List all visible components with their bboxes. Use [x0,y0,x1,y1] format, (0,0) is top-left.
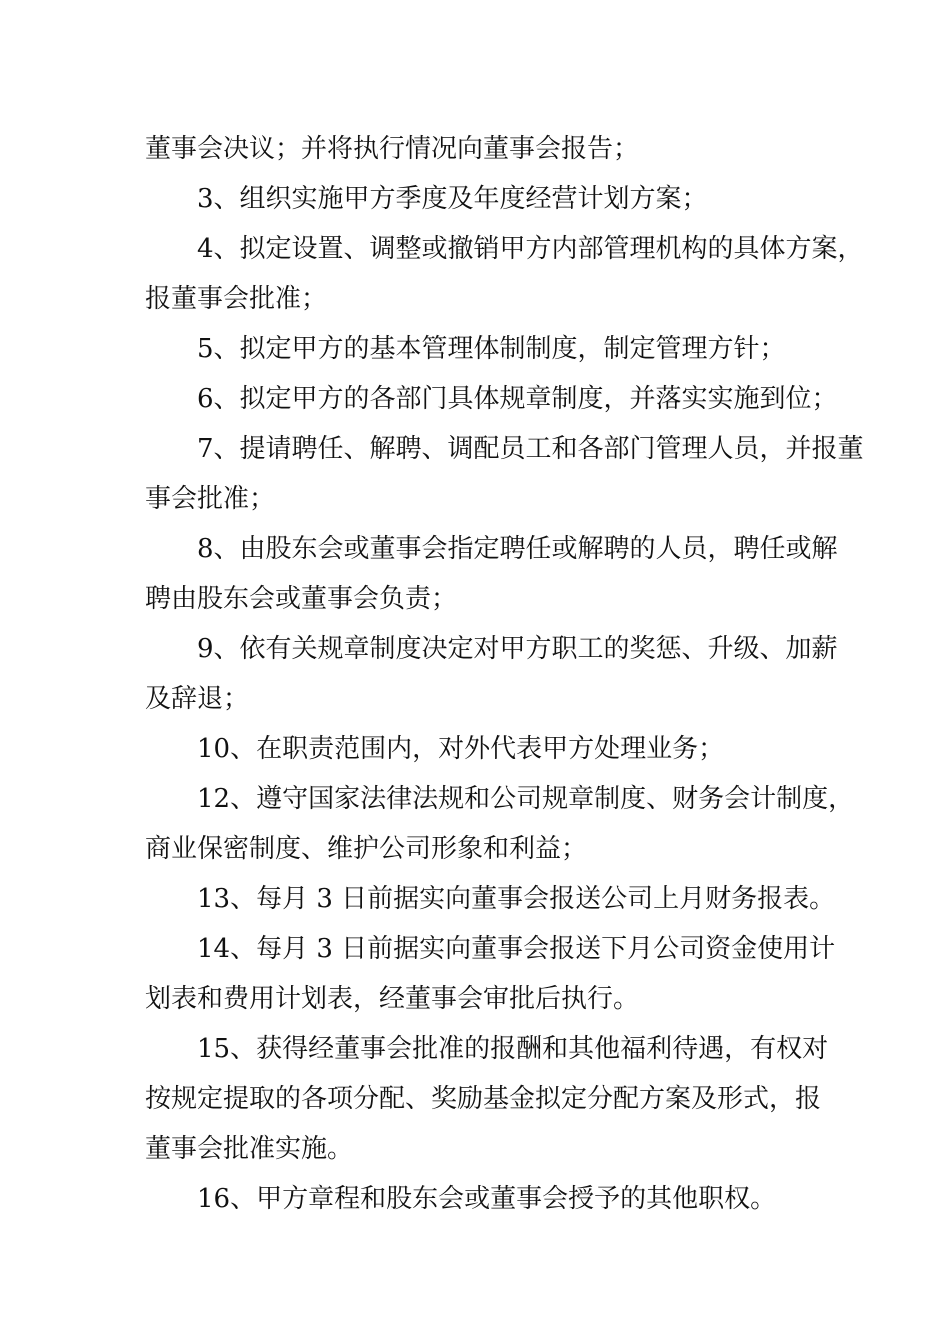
text-line: 14、每月 3 日前据实向董事会报送下月公司资金使用计 [197,934,836,964]
text-line: 7、提请聘任、解聘、调配员工和各部门管理人员，并报董 [197,434,864,464]
text-line: 商业保密制度、维护公司形象和利益； [145,834,588,864]
text-line: 董事会批准实施。 [145,1134,354,1164]
text-line: 13、每月 3 日前据实向董事会报送公司上月财务报表。 [197,884,836,914]
text-line: 事会批准； [145,484,276,514]
document-body [145,124,864,1224]
text-line: 及辞退； [145,684,250,714]
text-line: 8、由股东会或董事会指定聘任或解聘的人员，聘任或解 [197,534,838,564]
text-line: 6、拟定甲方的各部门具体规章制度，并落实实施到位； [197,384,838,414]
text-line: 董事会决议；并将执行情况向董事会报告； [145,134,640,164]
text-line: 12、遵守国家法律法规和公司规章制度、财务会计制度， [197,784,855,814]
text-line: 聘由股东会或董事会负责； [145,584,458,614]
text-line: 报董事会批准； [145,284,328,314]
text-line: 划表和费用计划表，经董事会审批后执行。 [145,984,640,1014]
text-line: 15、获得经董事会批准的报酬和其他福利待遇，有权对 [197,1034,829,1064]
text-line: 5、拟定甲方的基本管理体制制度，制定管理方针； [197,334,786,364]
text-line: 4、拟定设置、调整或撤销甲方内部管理机构的具体方案， [197,234,864,264]
text-line: 按规定提取的各项分配、奖励基金拟定分配方案及形式，报 [145,1084,822,1114]
text-line: 16、甲方章程和股东会或董事会授予的其他职权。 [197,1184,777,1214]
text-line: 10、在职责范围内，对外代表甲方处理业务； [197,734,725,764]
text-line: 9、依有关规章制度决定对甲方职工的奖惩、升级、加薪 [197,634,838,664]
text-line: 3、组织实施甲方季度及年度经营计划方案； [197,184,708,214]
